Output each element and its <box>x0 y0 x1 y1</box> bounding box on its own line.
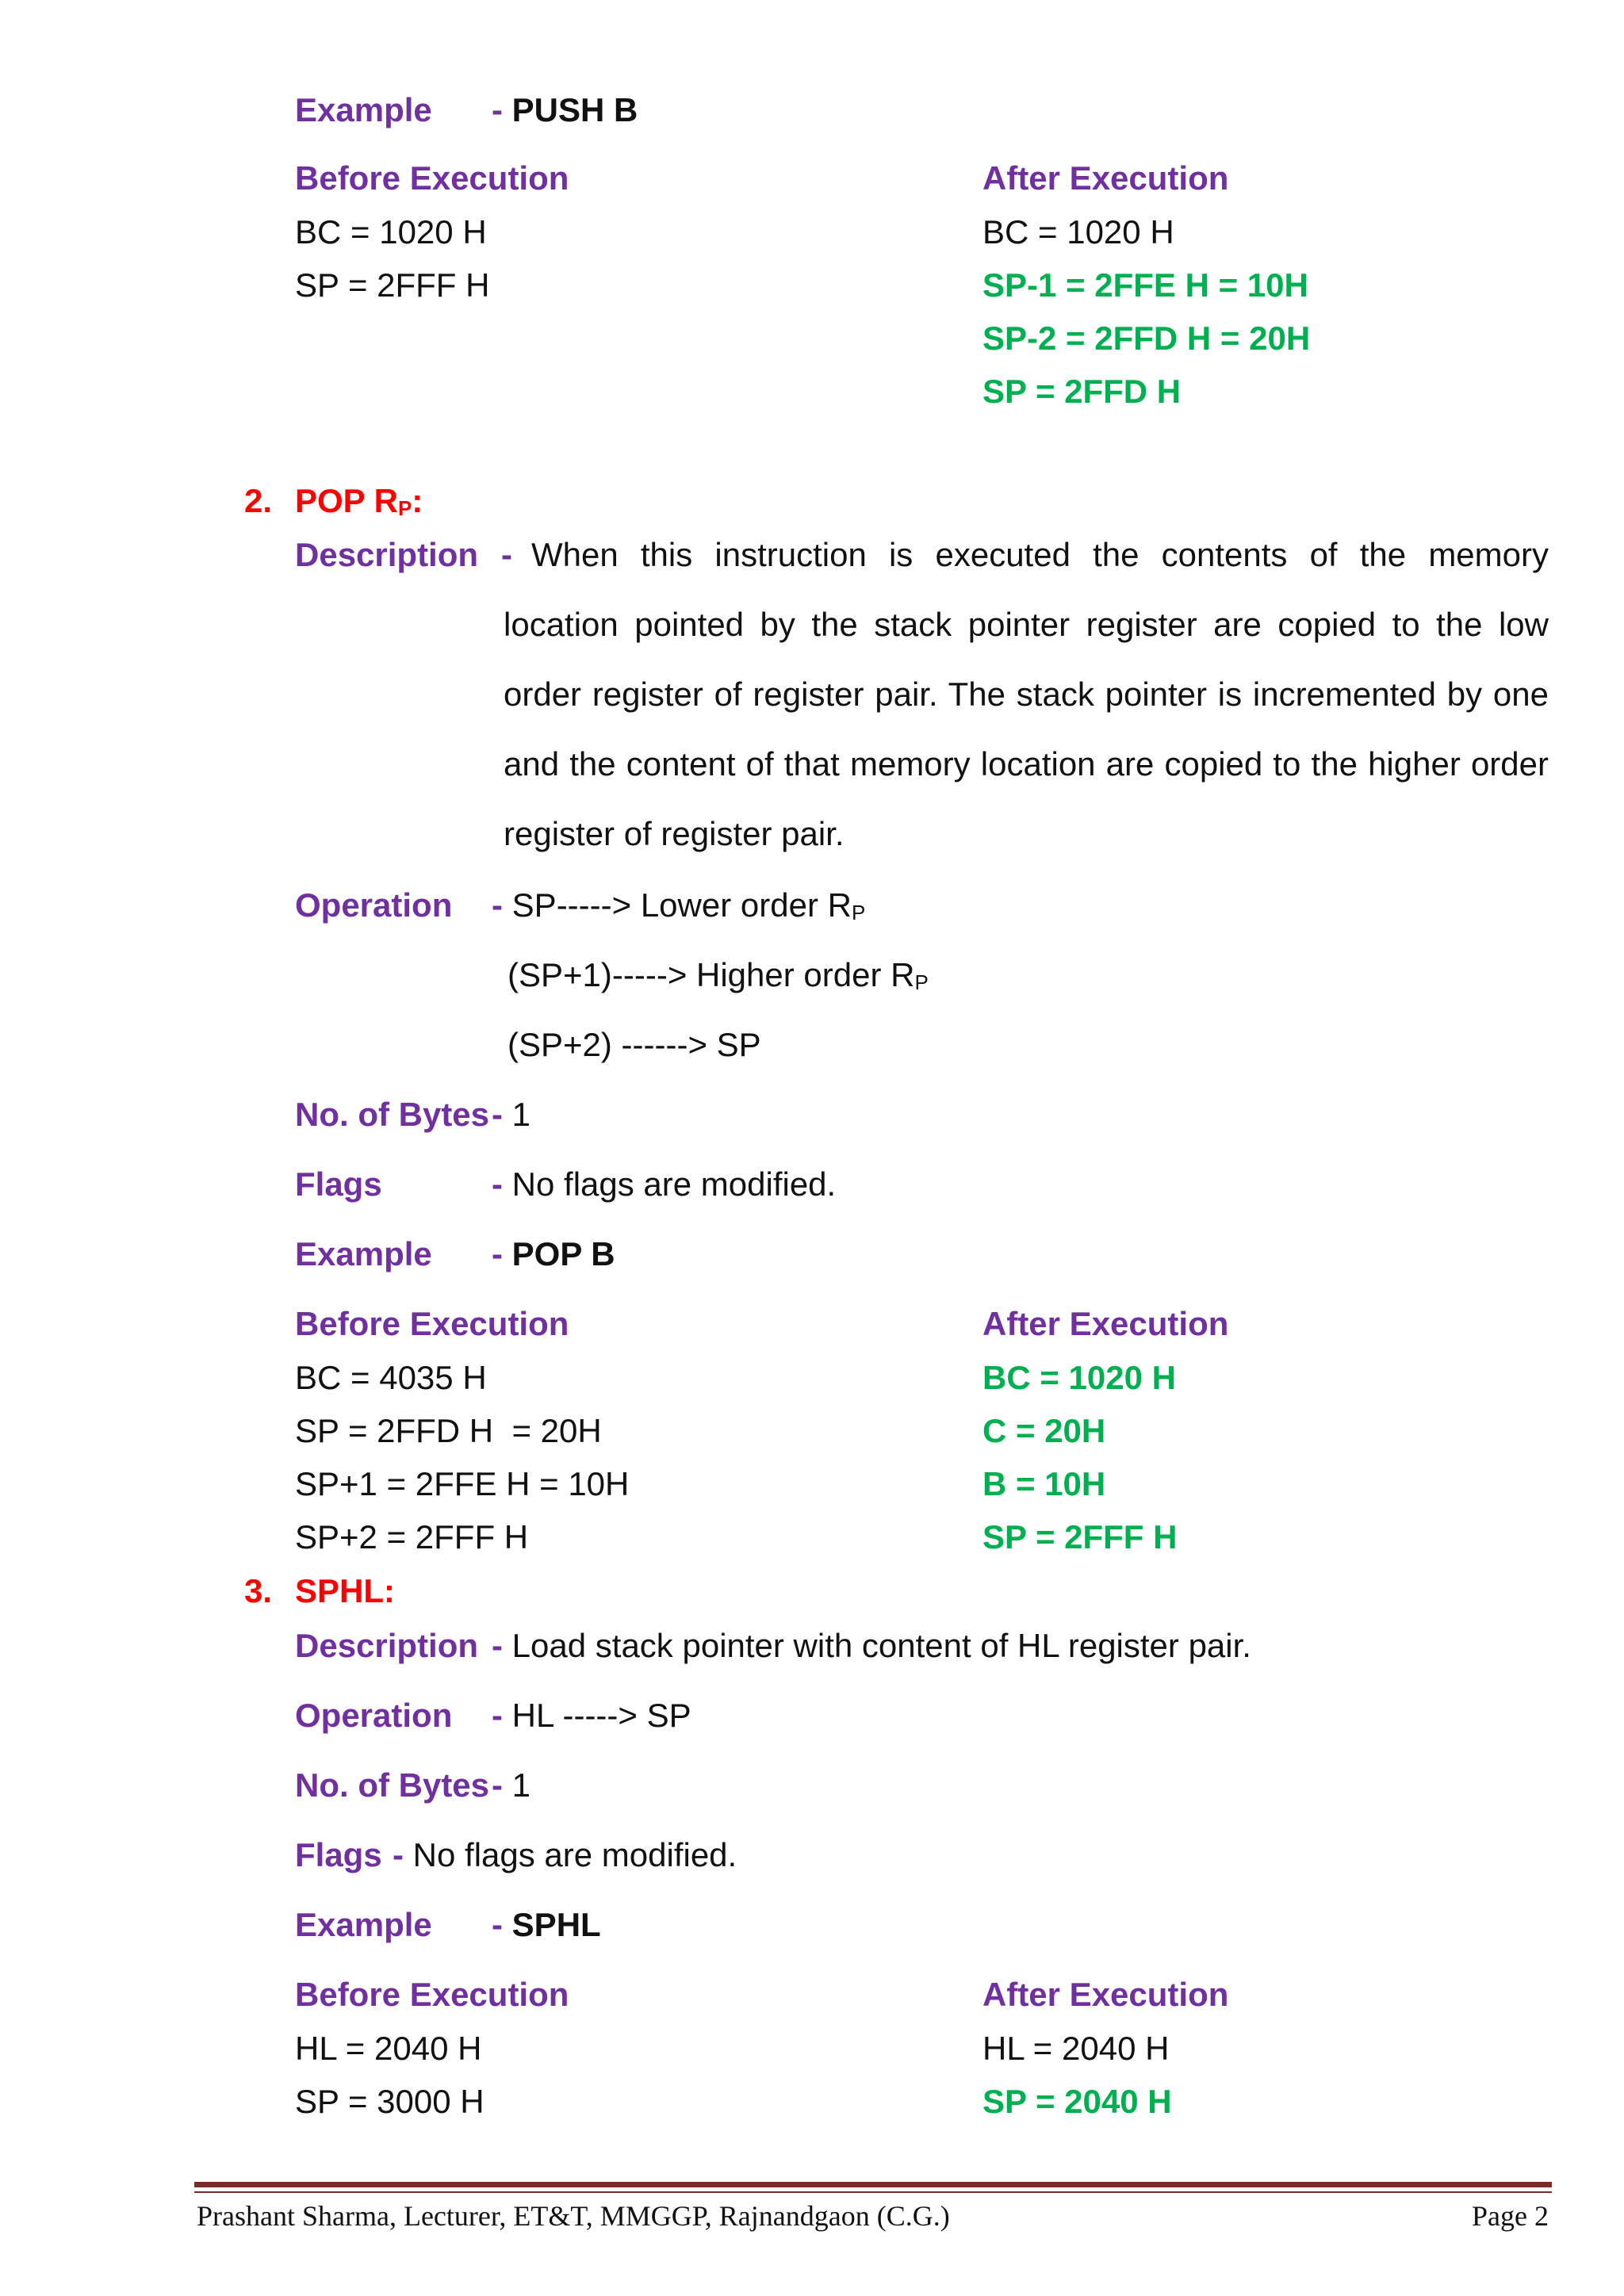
after-execution-heading: After Execution <box>982 1976 1229 2013</box>
before-line: SP+1 = 2FFE H = 10H <box>295 1465 630 1502</box>
before-line: SP = 2FFF H <box>295 266 490 304</box>
flags-label: Flags <box>295 1165 382 1203</box>
after-line-highlight: B = 10H <box>982 1465 1106 1502</box>
description-label: Description <box>295 1627 479 1664</box>
after-line-highlight: SP = 2040 H <box>982 2083 1172 2120</box>
footer-rule-thin <box>194 2191 1552 2193</box>
after-execution-heading: After Execution <box>982 159 1229 197</box>
section-number: 2. <box>244 482 273 519</box>
section-number: 3. <box>244 1572 273 1609</box>
after-line: HL = 2040 H <box>982 2030 1170 2067</box>
before-line: BC = 4035 H <box>295 1359 487 1396</box>
operation-label: Operation <box>295 1697 453 1734</box>
after-line-highlight: SP-1 = 2FFE H = 10H <box>982 266 1308 304</box>
operation-label: Operation <box>295 886 453 924</box>
before-execution-heading: Before Execution <box>295 1976 569 2013</box>
description-text-first: When this instruction is executed the contents of the memory <box>531 536 1549 573</box>
before-line: HL = 2040 H <box>295 2030 482 2067</box>
operation-line: - SP-----> Lower order RP <box>492 886 866 924</box>
operation-line: (SP+2) ------> SP <box>508 1026 761 1063</box>
description-text: location pointed by the stack pointer register are copied to the low order register of register pair. The stack pointer is incremented by one and the content of that memory location are copied to the higher order register of register pair. <box>504 606 1549 852</box>
description-label: Description <box>295 536 479 573</box>
after-line: BC = 1020 H <box>982 213 1174 251</box>
flags-value: - No flags are modified. <box>393 1836 737 1873</box>
example-label: Example <box>295 1906 432 1943</box>
before-line: SP+2 = 2FFF H <box>295 1518 529 1556</box>
example-label: Example <box>295 1235 432 1272</box>
description-text: - Load stack pointer with content of HL register pair. <box>492 1627 1251 1664</box>
operation-line: (SP+1)-----> Higher order RP <box>508 956 929 994</box>
bytes-label: No. of Bytes <box>295 1766 490 1804</box>
after-line-highlight: BC = 1020 H <box>982 1359 1176 1396</box>
example-value: - PUSH B <box>492 91 638 128</box>
after-line-highlight: SP = 2FFF H <box>982 1518 1178 1556</box>
before-line: SP = 3000 H <box>295 2083 485 2120</box>
footer-author: Prashant Sharma, Lecturer, ET&T, MMGGP, Rajnandgaon (C.G.) <box>197 2200 950 2232</box>
flags-label: Flags <box>295 1836 382 1873</box>
bytes-value: - 1 <box>492 1766 531 1804</box>
section-title-pop: POP RP: <box>295 482 423 520</box>
section-title-sphl: SPHL: <box>295 1572 395 1609</box>
flags-value: - No flags are modified. <box>492 1165 837 1203</box>
example-label: Example <box>295 91 432 128</box>
example-value: - POP B <box>492 1235 615 1272</box>
before-execution-heading: Before Execution <box>295 159 569 197</box>
before-execution-heading: Before Execution <box>295 1305 569 1342</box>
after-execution-heading: After Execution <box>982 1305 1229 1342</box>
footer-page-number: Page 2 <box>1472 2200 1549 2232</box>
bytes-label: No. of Bytes <box>295 1096 490 1133</box>
footer-rule <box>194 2182 1552 2187</box>
operation-line: - HL -----> SP <box>492 1697 691 1734</box>
after-line-highlight: SP = 2FFD H <box>982 373 1182 410</box>
before-line: BC = 1020 H <box>295 213 487 251</box>
bytes-value: - 1 <box>492 1096 531 1133</box>
dash: - <box>501 536 512 573</box>
after-line-highlight: SP-2 = 2FFD H = 20H <box>982 320 1311 357</box>
after-line-highlight: C = 20H <box>982 1412 1106 1449</box>
before-line: SP = 2FFD H = 20H <box>295 1412 602 1449</box>
example-value: - SPHL <box>492 1906 601 1943</box>
